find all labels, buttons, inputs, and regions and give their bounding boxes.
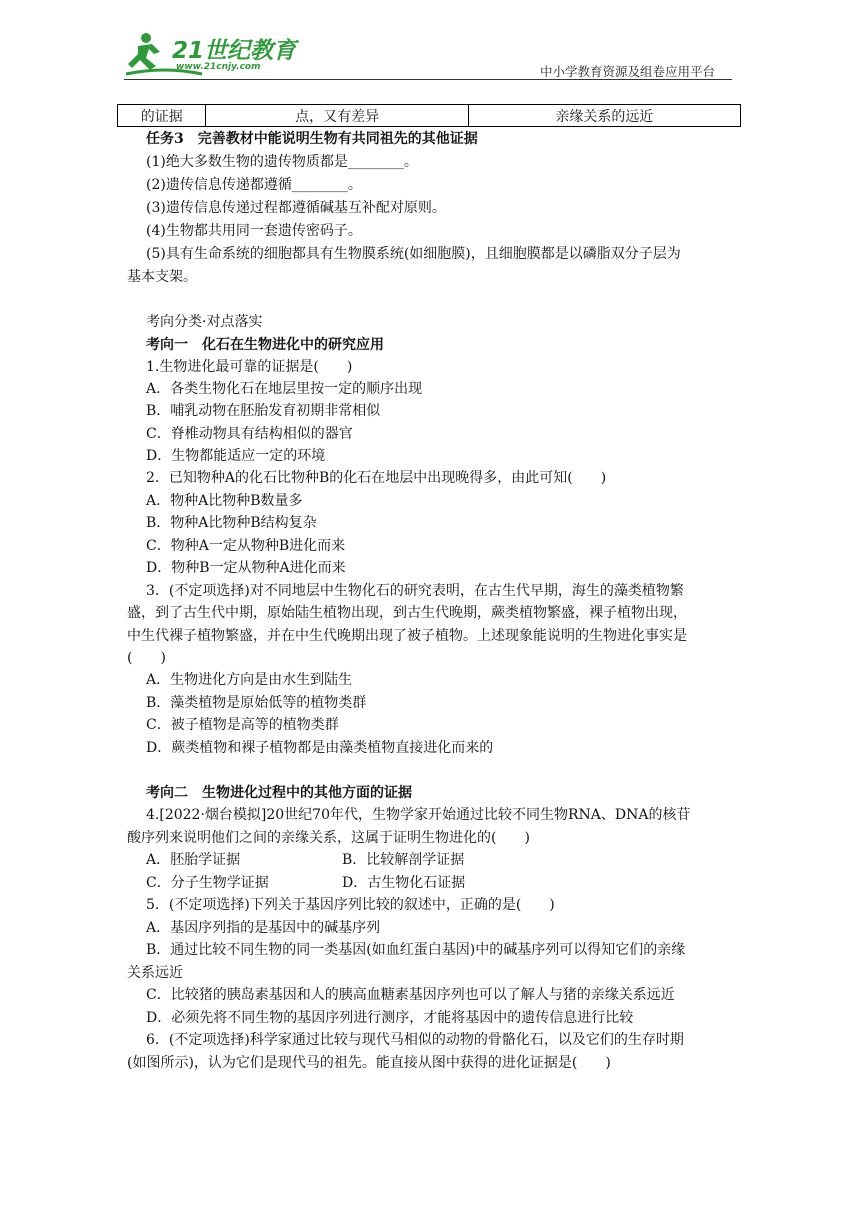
task3-item: (2)遗传信息传递都遵循________。	[146, 177, 362, 193]
question-5-option-a: A．基因序列指的是基因中的碱基序列	[146, 920, 381, 936]
platform-name: 中小学教育资源及组卷应用平台	[540, 64, 716, 79]
question-3-stem: 3．(不定项选择)对不同地层中生物化石的研究表明，在古生代早期，海生的藻类植物繁	[146, 583, 684, 599]
question-2-option-c: C．物种A一定从物种B进化而来	[146, 538, 346, 554]
question-4-stem: 4.[2022·烟台模拟]20世纪70年代，生物学家开始通过比较不同生物RNA、DNA的核苷	[146, 807, 691, 823]
direction-2-title: 考向二 生物进化过程中的其他方面的证据	[146, 785, 412, 801]
question-3-stem: ( )	[127, 650, 166, 666]
question-3-stem: 盛，到了古生代中期，原始陆生植物出现，到古生代晚期，蕨类植物繁盛，裸子植物出现，	[127, 605, 687, 621]
task3-item: (1)绝大多数生物的遗传物质都是________。	[146, 154, 418, 170]
question-5-option-d: D．必须先将不同生物的基因序列进行测序，才能将基因中的遗传信息进行比较	[146, 1010, 634, 1026]
direction-1-title: 考向一 化石在生物进化中的研究应用	[146, 337, 384, 353]
question-4-option-d: D．古生物化石证据	[342, 875, 466, 891]
task3-item: 基本支架。	[127, 269, 197, 285]
question-3-option-a: A．生物进化方向是由水生到陆生	[146, 672, 353, 688]
task3-item: (3)遗传信息传递过程都遵循碱基互补配对原则。	[146, 200, 446, 216]
table-row	[118, 105, 741, 127]
table-cell: 点，又有差异	[206, 105, 468, 127]
question-5-option-b-cont: 关系远近	[127, 965, 183, 981]
question-4-option-a: A．胚胎学证据	[146, 852, 241, 868]
question-3-option-b: B．藻类植物是原始低等的植物类群	[146, 695, 367, 711]
logo-url: www.21cnjy.com	[176, 62, 261, 72]
table-cell: 的证据	[118, 105, 206, 127]
question-4-option-c: C．分子生物学证据	[146, 875, 269, 891]
question-6-stem: (如图所示)，认为它们是现代马的祖先。能直接从图中获得的进化证据是( )	[127, 1055, 611, 1071]
question-1-option-a: A．各类生物化石在地层里按一定的顺序出现	[146, 381, 423, 397]
section-label: 考向分类·对点落实	[146, 314, 263, 330]
question-1-option-b: B．哺乳动物在胚胎发育初期非常相似	[146, 403, 381, 419]
table-cell: 亲缘关系的远近	[468, 105, 740, 127]
question-6-stem: 6．(不定项选择)科学家通过比较与现代马相似的动物的骨骼化石，以及它们的生存时期	[146, 1032, 684, 1048]
question-2-stem: 2．已知物种A的化石比物种B的化石在地层中出现晚得多，由此可知( )	[146, 470, 607, 486]
task3-item: (5)具有生命系统的细胞都具有生物膜系统(如细胞膜)，且细胞膜都是以磷脂双分子层为	[146, 246, 681, 262]
question-1-option-c: C．脊椎动物具有结构相似的器官	[146, 426, 353, 442]
question-2-option-b: B．物种A比物种B结构复杂	[146, 515, 317, 531]
task3-title: 任务3 完善教材中能说明生物有共同祖先的其他证据	[146, 131, 478, 147]
evidence-table	[117, 104, 741, 127]
question-5-option-b: B．通过比较不同生物的同一类基因(如血红蛋白基因)中的碱基序列可以得知它们的亲缘	[146, 942, 686, 958]
task3-item: (4)生物都共用同一套遗传密码子。	[146, 223, 362, 239]
question-4-option-b: B．比较解剖学证据	[342, 852, 465, 868]
question-1-stem: 1.生物进化最可靠的证据是( )	[146, 359, 353, 375]
question-3-option-c: C．被子植物是高等的植物类群	[146, 717, 339, 733]
question-1-option-d: D．生物都能适应一定的环境	[146, 448, 326, 464]
question-3-option-d: D．蕨类植物和裸子植物都是由藻类植物直接进化而来的	[146, 740, 494, 756]
question-2-option-d: D．物种B一定从物种A进化而来	[146, 560, 346, 576]
question-5-stem: 5．(不定项选择)下列关于基因序列比较的叙述中，正确的是( )	[146, 897, 555, 913]
header-divider	[124, 79, 732, 80]
question-3-stem: 中生代裸子植物繁盛，并在中生代晚期出现了被子植物。上述现象能说明的生物进化事实是	[127, 628, 687, 644]
question-2-option-a: A．物种A比物种B数量多	[146, 493, 303, 509]
page-header	[0, 0, 860, 84]
question-5-option-c: C．比较猪的胰岛素基因和人的胰高血糖素基因序列也可以了解人与猪的亲缘关系远近	[146, 987, 675, 1003]
question-4-stem: 酸序列来说明他们之间的亲缘关系，这属于证明生物进化的( )	[127, 830, 530, 846]
logo-text: 21世纪教育	[172, 38, 297, 64]
